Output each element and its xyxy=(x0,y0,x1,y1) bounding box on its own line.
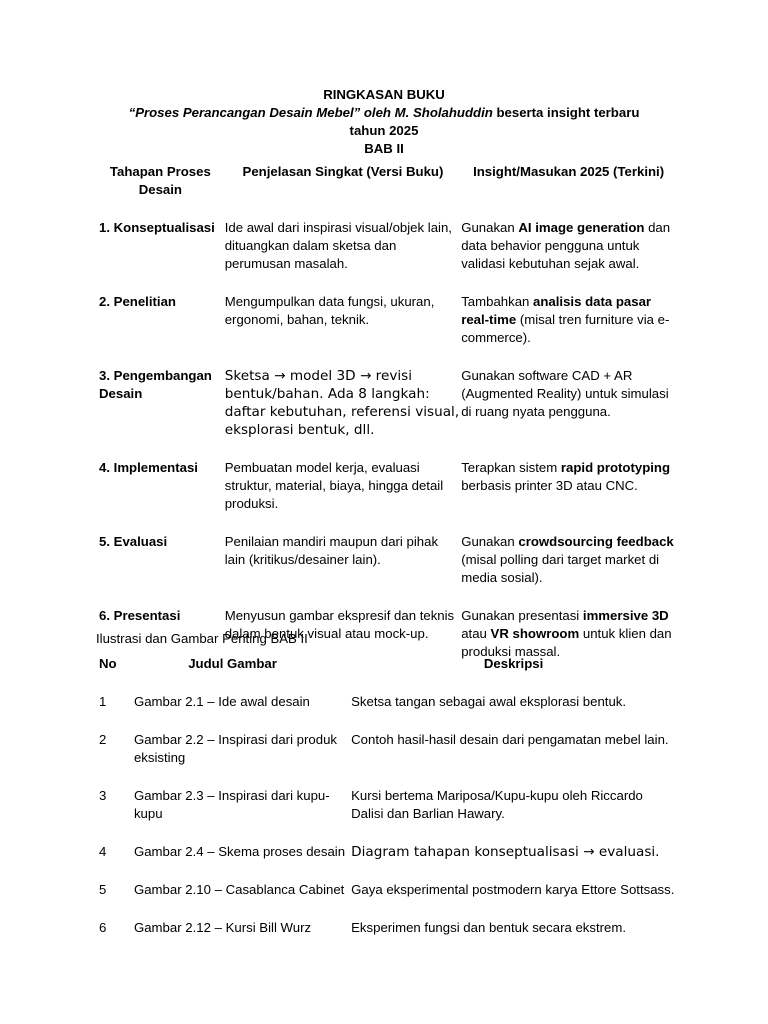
stage-cell: 6. Presentasi xyxy=(99,608,181,623)
number-cell: 6 xyxy=(99,920,107,935)
figures-table xyxy=(96,655,676,957)
table-row xyxy=(96,919,676,957)
table-row xyxy=(96,881,676,919)
table-row xyxy=(96,367,676,459)
number-cell: 5 xyxy=(99,882,107,897)
table-row xyxy=(96,787,676,843)
insight-text: Tambahkan xyxy=(461,294,534,309)
process-table xyxy=(96,163,676,681)
description-cell: Mengumpulkan data fungsi, ukuran, ergonomi, bahan, teknik. xyxy=(224,294,435,327)
column-header-stage: Tahapan Proses Desain xyxy=(109,164,211,197)
figure-description-cell: Sketsa tangan sebagai awal eksplorasi bentuk. xyxy=(351,694,627,709)
insight-highlight: rapid prototyping xyxy=(560,460,671,475)
insight-text: dan data behavior pengguna untuk validasi kebutuhan sejak awal. xyxy=(461,220,671,271)
description-cell: Penilaian mandiri maupun dari pihak lain (kritikus/desainer lain). xyxy=(224,534,439,567)
figure-title-cell: Gambar 2.2 – Inspirasi dari produk eksisting xyxy=(133,732,337,765)
process-table-header xyxy=(96,163,676,219)
insight-cell xyxy=(461,367,676,459)
figure-description-cell: Contoh hasil-hasil desain dari pengamatan mebel lain. xyxy=(351,732,669,747)
stage-cell: 3. Pengembangan Desain xyxy=(99,368,212,401)
insight-cell xyxy=(461,533,676,607)
insight-highlight: analisis data pasar real-time xyxy=(461,294,652,327)
insight-text: (misal polling dari target market di media sosial). xyxy=(461,552,660,585)
insight-highlight: crowdsourcing feedback xyxy=(518,534,674,549)
description-cell: Pembuatan model kerja, evaluasi struktur, material, biaya, hingga detail produksi. xyxy=(224,460,444,511)
insight-text: Terapkan sistem xyxy=(461,460,561,475)
insight-cell xyxy=(461,293,676,367)
column-header-description: Deskripsi xyxy=(483,656,544,671)
figures-table-header xyxy=(96,655,676,693)
figure-description-cell: Diagram tahapan konseptualisasi → evaluasi. xyxy=(351,844,660,860)
document-title: RINGKASAN BUKU xyxy=(323,87,445,102)
insight-text: Gunakan xyxy=(461,220,519,235)
insight-highlight: AI image generation xyxy=(518,220,645,235)
insight-text: Gunakan software CAD + AR (Augmented Reality) untuk simulasi di ruang nyata pengguna. xyxy=(461,368,669,419)
chapter-label: BAB II xyxy=(364,141,404,156)
description-cell: Sketsa → model 3D → revisi bentuk/bahan. Ada 8 langkah: daftar kebutuhan, referensi visual, eksplorasi bentuk, dll. xyxy=(224,368,460,438)
insight-text: atau xyxy=(461,626,491,641)
stage-cell: 4. Implementasi xyxy=(99,460,198,475)
figure-title-cell: Gambar 2.1 – Ide awal desain xyxy=(133,694,310,709)
document-subtitle xyxy=(96,104,672,122)
insight-text: (misal tren furniture via e-commerce). xyxy=(461,312,670,345)
figure-title-cell: Gambar 2.10 – Casablanca Cabinet xyxy=(133,882,345,897)
table-row xyxy=(96,843,676,881)
section-caption: Ilustrasi dan Gambar Penting BAB II xyxy=(96,631,308,646)
description-cell: Menyusun gambar ekspresif dan teknis dalam bentuk visual atau mock-up. xyxy=(224,608,455,641)
insight-highlight: VR showroom xyxy=(490,626,580,641)
insight-cell xyxy=(461,459,676,533)
figure-description-cell: Kursi bertema Mariposa/Kupu-kupu oleh Riccardo Dalisi dan Barlian Hawary. xyxy=(351,788,643,821)
figure-description-cell: Gaya eksperimental postmodern karya Ettore Sottsass. xyxy=(351,882,675,897)
insight-cell xyxy=(461,219,676,293)
number-cell: 4 xyxy=(99,844,107,859)
insight-text: Gunakan presentasi xyxy=(461,608,583,623)
description-cell: Ide awal dari inspirasi visual/objek lain, dituangkan dalam sketsa dan perumusan masalah. xyxy=(224,220,452,271)
table-row xyxy=(96,731,676,787)
number-cell: 2 xyxy=(99,732,107,747)
insight-text: berbasis printer 3D atau CNC. xyxy=(461,478,638,493)
stage-cell: 5. Evaluasi xyxy=(99,534,168,549)
column-header-description: Penjelasan Singkat (Versi Buku) xyxy=(242,164,444,179)
insight-highlight: immersive 3D xyxy=(582,608,669,623)
number-cell: 1 xyxy=(99,694,107,709)
figure-description-cell: Eksperimen fungsi dan bentuk secara ekstrem. xyxy=(351,920,627,935)
document-header xyxy=(96,86,672,158)
column-header-insight: Insight/Masukan 2025 (Terkini) xyxy=(473,164,665,179)
stage-cell: 2. Penelitian xyxy=(99,294,176,309)
table-row xyxy=(96,219,676,293)
table-row xyxy=(96,693,676,731)
stage-cell: 1. Konseptualisasi xyxy=(99,220,215,235)
subtitle-rest: beserta insight terbaru xyxy=(492,105,640,120)
column-header-no: No xyxy=(99,656,117,671)
number-cell: 3 xyxy=(99,788,107,803)
book-title: “Proses Perancangan Desain Mebel” oleh M. Sholahuddin xyxy=(128,105,493,120)
insight-text: Gunakan xyxy=(461,534,519,549)
table-row xyxy=(96,459,676,533)
figure-title-cell: Gambar 2.12 – Kursi Bill Wurz xyxy=(133,920,312,935)
column-header-title: Judul Gambar xyxy=(188,656,277,671)
insight-text: untuk klien dan produksi massal. xyxy=(461,626,672,659)
year-line: tahun 2025 xyxy=(349,123,419,138)
table-row xyxy=(96,293,676,367)
figure-title-cell: Gambar 2.4 – Skema proses desain xyxy=(133,844,346,859)
table-row xyxy=(96,533,676,607)
figure-title-cell: Gambar 2.3 – Inspirasi dari kupu-kupu xyxy=(133,788,330,821)
